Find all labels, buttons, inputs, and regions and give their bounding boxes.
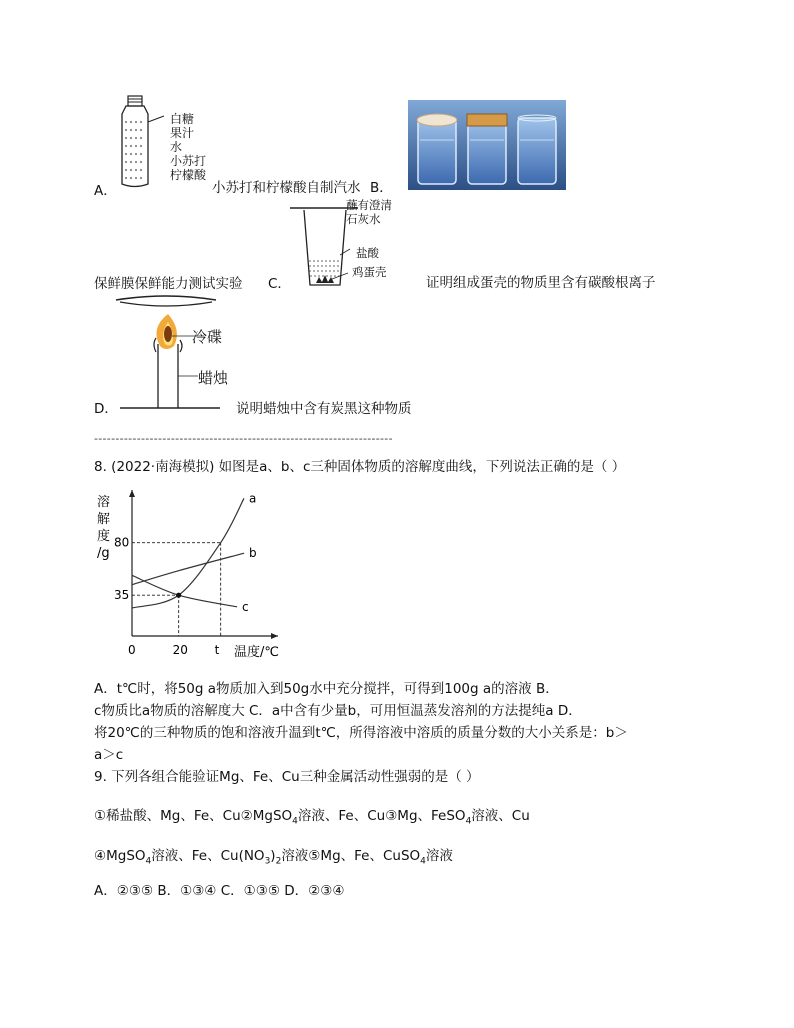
x-tick-label: 20 — [172, 643, 188, 657]
beaker-label-eggshell: 鸡蛋壳 — [352, 265, 387, 279]
combo-text: 溶液、Fe、Cu③Mg、FeSO — [297, 808, 466, 824]
x-axis-arrow — [271, 633, 278, 639]
question-8-options-line-4: a＞c — [94, 747, 124, 763]
beaker-label-acid: 盐酸 — [356, 246, 379, 260]
question-8-options-line-3: 将20℃的三种物质的饱和溶液升温到t℃，所得溶液中溶质的质量分数的大小关系是：b＞ — [94, 725, 628, 741]
bottle-label: 小苏打 — [170, 154, 207, 168]
subscript: 2 — [275, 856, 282, 867]
solubility-chart — [92, 488, 292, 664]
series-label-c: c — [242, 599, 249, 614]
subscript: 4 — [292, 816, 298, 827]
subscript: 4 — [145, 856, 152, 867]
y-axis-label-char: 解 — [97, 512, 111, 527]
option-b-letter: B． — [370, 180, 393, 196]
option-b-text: 保鲜膜保鲜能力测试实验 — [94, 276, 243, 292]
subscript: 3 — [264, 856, 271, 867]
bottle-label: 水 — [170, 140, 183, 154]
question-9-combo-line-1 — [94, 804, 530, 827]
combo-text: 溶液 — [425, 848, 453, 864]
question-9-answer-options: A．②③⑤ B．①③④ C．①③⑤ D．②③④ — [94, 883, 345, 899]
combo-text: 溶液、Fe、Cu(NO — [151, 848, 265, 864]
option-d-text: 说明蜡烛中含有炭黑这种物质 — [236, 401, 412, 417]
question-8-options-line-2: c物质比a物质的溶解度大 C．a中含有少量b，可用恒温蒸发溶剂的方法提纯a D． — [94, 703, 582, 719]
bottle-label: 白糖 — [170, 112, 195, 126]
combo-text: ①稀盐酸、Mg、Fe、Cu②MgSO — [94, 808, 293, 824]
y-tick-label: 35 — [114, 588, 130, 603]
question-8-stem: 8. (2022·南海模拟) 如图是a、b、c三种固体物质的溶解度曲线，下列说法正确的是（ ） — [94, 459, 626, 475]
candle-illustration — [108, 292, 229, 410]
x-tick-label: t — [214, 643, 220, 657]
candle-label-candle: 蜡烛 — [198, 369, 229, 387]
bottle-label-list — [170, 112, 206, 182]
x-axis-label: 温度/℃ — [234, 645, 279, 660]
series-label-b: b — [249, 546, 257, 561]
x-tick-label: 0 — [128, 643, 136, 657]
question-9-stem: 9. 下列各组合能验证Mg、Fe、Cu三种金属活动性强弱的是（ ） — [94, 769, 480, 785]
y-axis-arrow — [129, 490, 135, 497]
bottle-illustration — [112, 94, 172, 190]
bottle-label: 柠檬酸 — [170, 168, 207, 182]
option-d-letter: D． — [94, 401, 118, 417]
beaker-label-limewater-1: 蘸有澄清 — [346, 198, 392, 212]
series-line-b — [132, 553, 244, 585]
section-divider: ---------------------------------------------------------------------- — [94, 432, 393, 445]
beaker-label-limewater-2: 石灰水 — [346, 212, 381, 226]
series-label-a: a — [249, 491, 257, 506]
question-9-combo-line-2 — [94, 844, 453, 867]
y-tick-label: 80 — [114, 535, 130, 550]
option-a-letter: A． — [94, 183, 117, 199]
option-c-text: 证明组成蛋壳的物质里含有碳酸根离子 — [426, 275, 656, 291]
question-8-options-line-1: A．t℃时，将50g a物质加入到50g水中充分搅拌，可得到100g a的溶液 B． — [94, 681, 559, 697]
glasses-photo — [408, 100, 566, 190]
combo-text: ) — [270, 848, 276, 864]
combo-text: ④MgSO — [94, 848, 146, 864]
combo-text: 溶液、Cu — [471, 808, 530, 824]
option-a-text: 小苏打和柠檬酸自制汽水 — [212, 180, 361, 196]
combo-text: 溶液⑤Mg、Fe、CuSO — [281, 848, 421, 864]
option-c-letter: C． — [268, 276, 291, 292]
subscript: 4 — [420, 856, 426, 867]
series-line-a — [132, 498, 244, 608]
y-axis-label-char: 溶 — [97, 495, 111, 510]
y-axis-label-char: /g — [97, 546, 110, 561]
y-axis-label-char: 度 — [97, 529, 111, 544]
candle-label-dish: 冷碟 — [192, 328, 223, 346]
bottle-label: 果汁 — [170, 126, 195, 140]
subscript: 4 — [465, 816, 472, 827]
intersection-point — [176, 593, 181, 598]
